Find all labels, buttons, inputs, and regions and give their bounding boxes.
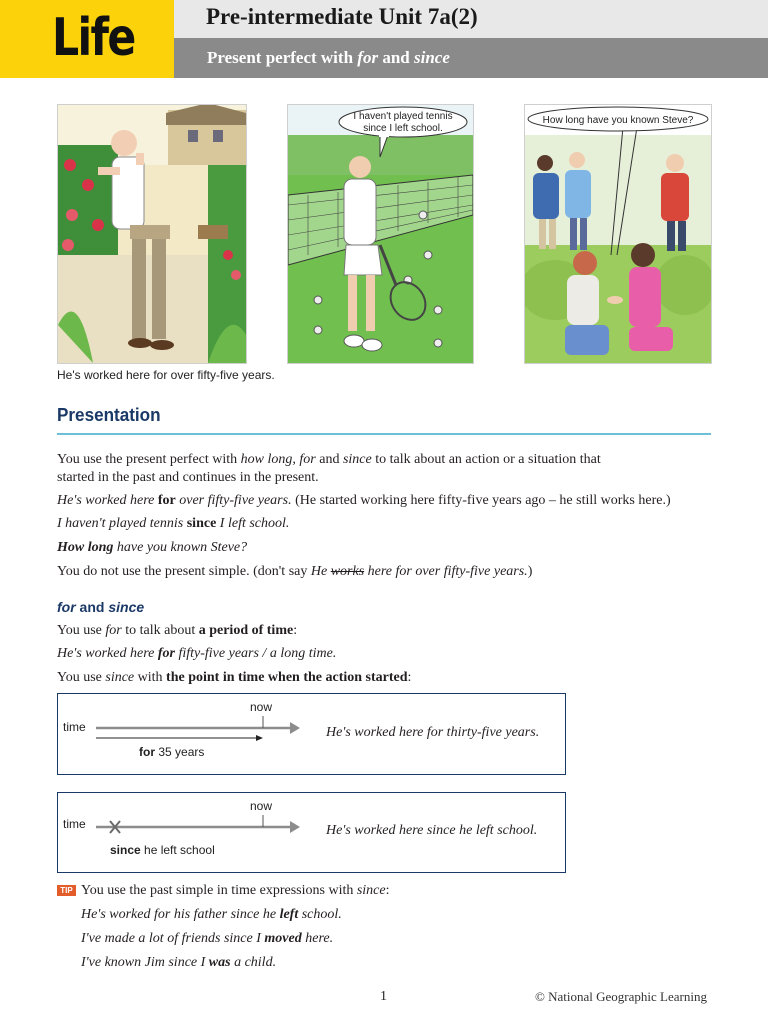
copyright: © National Geographic Learning [535,989,707,1004]
for-rule-line: You use for to talk about a period of time: [57,623,298,638]
page-number: 1 [380,989,387,1004]
example-3: How long have you known Steve? [57,540,248,555]
friends-illustration [524,104,712,364]
speech-tennis-line1: I haven't played tennis [353,111,453,122]
timeline-example: He's worked here since he left school. [326,823,538,838]
time-label: time [63,817,86,831]
speech-tennis-line2: since I left school. [363,123,443,134]
timeline-example: He's worked here for thirty-five years. [326,725,540,740]
for-since-heading: for and since [57,599,145,615]
subtitle: Present perfect with for and since [207,48,450,67]
point-label: since he left school [110,843,215,857]
tip-line: You use the past simple in time expressions with since: [81,883,390,898]
gardener-illustration [57,104,247,364]
now-label: now [250,700,273,714]
intro-line-2: started in the past and continues in the present. [57,470,319,485]
heading-rule [57,433,711,435]
image-caption: He's worked here for over fifty-five years. [57,368,275,382]
timeline-box-for [57,693,566,775]
tip-example-1: He's worked for his father since he left school. [81,907,342,922]
tip-example-3: I've known Jim since I was a child. [81,955,277,970]
tip-example-2: I've made a lot of friends since I moved here. [81,931,334,946]
for-example-line: He's worked here for fifty-five years / a long time. [57,646,337,661]
tennis-illustration [287,104,474,364]
presentation-heading: Presentation [57,405,161,425]
unit-title: Pre-intermediate Unit 7a(2) [206,4,478,29]
intro-line-1: You use the present perfect with how long, for and since to talk about an action or a situation that [57,452,601,467]
logo-text: Life [52,8,135,68]
example-1: He's worked here for over fifty-five years. (He started working here fifty-five years ago – he still works here.) [57,493,671,508]
example-2: I haven't played tennis since I left school. [57,516,290,531]
time-label: time [63,720,86,734]
duration-label: for 35 years [139,745,205,759]
since-rule-line: You use since with the point in time when the action started: [57,670,412,685]
now-label: now [250,799,273,813]
tip-badge: TIP [57,885,76,896]
present-simple-note: You do not use the present simple. (don't say He works here for over fifty-five years.) [57,564,533,579]
speech-friends: How long have you known Steve? [542,115,694,126]
timeline-box-since [57,792,566,873]
